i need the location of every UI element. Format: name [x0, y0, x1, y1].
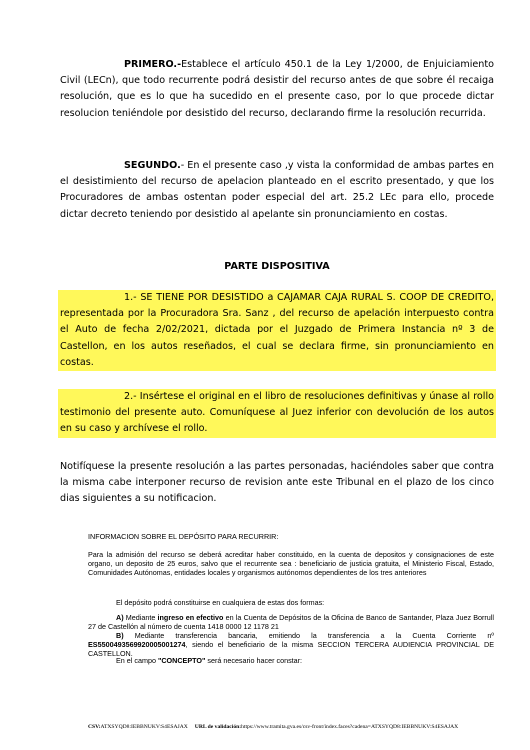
deposito-option-b: B) Mediante transferencia bancaria, emitiendo la transferencia a la Cuenta Corriente nº ES5500493569920005001274, siendo el beneficiario de la misma SECCION TERCERA AUDIENCIA PROVINCIAL DE CASTELLON.	[88, 631, 494, 658]
paragraph-notificacion: Notifíquese la presente resolución a las partes personadas, haciéndoles saber que contra la misma cabe interponer recurso de revision ante este Tribunal en el plazo de los cinco dias siguientes a su notificacion.	[60, 461, 494, 505]
deposito-formas: El depósito podrá constituirse en cualquiera de estas dos formas:	[116, 598, 325, 607]
csv-label: CSV:	[88, 724, 101, 730]
validation-footer	[88, 724, 508, 730]
option-a-bold: ingreso en efectivo	[157, 613, 224, 622]
option-a-label: A)	[116, 613, 124, 622]
segundo-text: - En el presente caso ,y vista la conformidad de ambas partes en el desistimiento del recurso de apelacion planteado en el escrito presentado, y que los Procuradores de ambas ostentan poder especial del art. 25.2 LEc para ello, procede dictar decreto teniendo por desistido al apelante sin pronunciamiento en costas.	[60, 160, 494, 220]
segundo-heading: SEGUNDO.	[124, 160, 181, 171]
url-label: URL de validación:	[194, 724, 242, 730]
primero-heading: PRIMERO.-	[124, 59, 182, 70]
paragraph-segundo	[60, 158, 494, 223]
deposito-title: INFORMACION SOBRE EL DEPÓSITO PARA RECURRIR:	[88, 532, 279, 541]
deposito-option-a: A) Mediante ingreso en efectivo en la Cuenta de Depósitos de la Oficina de Banco de Santander, Plaza Juez Borrull 27 de Castellón al número de cuenta 1418 0000 12 1178 21	[88, 613, 495, 631]
dispositiva-item-2: 2.- Insértese el original en el libro de resoluciones definitivas y únase al rollo testimonio del presente auto. Comuníquese al Juez inferior con devolución de los autos en su caso y archívese el rollo.	[60, 391, 494, 435]
paragraph-primero	[60, 57, 494, 122]
section-title-parte-dispositiva: PARTE DISPOSITIVA	[224, 261, 330, 272]
deposito-concepto: En el campo "CONCEPTO" será necesario hacer constar:	[116, 656, 303, 665]
concepto-label: "CONCEPTO"	[157, 656, 206, 665]
account-number: ES5500493569920005001274	[88, 639, 186, 649]
primero-text: Establece el artículo 450.1 de la Ley 1/2000, de Enjuiciamiento Civil (LECn), que todo recurrente podrá desistir del recurso antes de que sobre él recaiga resolución, que es lo que ha sucedido en el presente caso, por lo que procede dictar resolucion teniéndole por desistido del recurso, declarando firme la resolución recurrida.	[60, 59, 494, 119]
option-b-label: B)	[116, 631, 124, 640]
csv-value: ATXSYQD8:IEBBNUKV:S4ESAJAX	[100, 724, 188, 730]
dispositiva-item-1: 1.- SE TIENE POR DESISTIDO a CAJAMAR CAJA RURAL S. COOP DE CREDITO, representada por la Procuradora Sra. Sanz , del recurso de apelación interpuesto contra el Auto de fecha 2/02/2021, dictada por el Juzgado de Primera Instancia nº 3 de Castellon, en los autos reseñados, el cual se declara firme, sin pronunciamiento en costas.	[60, 292, 494, 368]
validation-url: https://www.tramita.gva.es/csv-front/index.faces?cadena=ATXSYQD8:IEBBNUKV:S4ESAJAX	[241, 724, 459, 730]
deposito-intro: Para la admisión del recurso se deberá acreditar haber constituido, en la cuenta de depositos y consignaciones de este organo, un deposito de 25 euros, salvo que el recurrente sea : beneficiario de justicia gratuita, el Ministerio Fiscal, Estado, Comunidades Autónomas, entidades locales y organismos autónomos dependientes de los tres anteriores	[88, 550, 494, 577]
